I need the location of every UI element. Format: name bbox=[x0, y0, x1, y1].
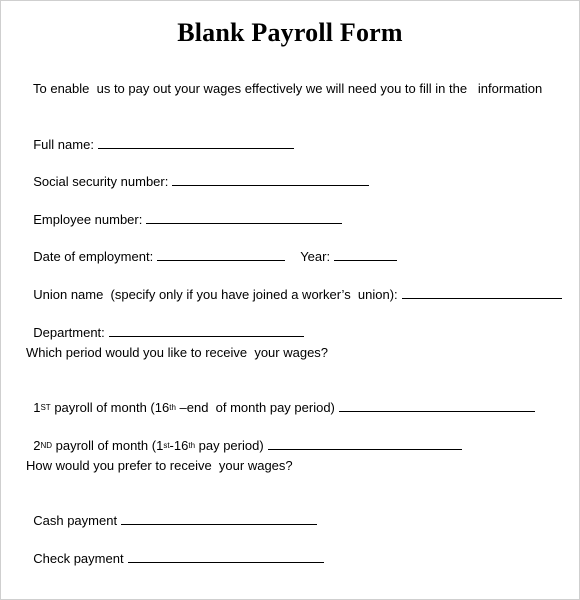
ssn-row bbox=[26, 157, 369, 190]
employee-number-field[interactable] bbox=[146, 211, 342, 224]
check-payment-field[interactable] bbox=[128, 550, 324, 563]
full-name-row bbox=[26, 120, 294, 153]
union-field[interactable] bbox=[402, 286, 562, 299]
union-row bbox=[26, 270, 562, 303]
year-label: Year: bbox=[300, 249, 331, 264]
period-question: Which period would you like to receive your wages? bbox=[26, 345, 329, 360]
option-second-payroll-row bbox=[26, 421, 462, 454]
cash-payment-row bbox=[26, 496, 317, 529]
date-of-employment-label: Date of employment: bbox=[33, 249, 154, 264]
option-second-payroll-label: 2ND payroll of month (1st-16th pay period) bbox=[33, 438, 264, 453]
ssn-label: Social security number: bbox=[33, 174, 169, 189]
option-first-payroll-field[interactable] bbox=[339, 399, 535, 412]
check-payment-label: Check payment bbox=[33, 551, 124, 566]
check-payment-row bbox=[26, 534, 324, 567]
department-row bbox=[26, 308, 304, 341]
employee-number-label: Employee number: bbox=[33, 212, 143, 227]
union-label: Union name (specify only if you have joined a worker’s union): bbox=[33, 287, 398, 302]
employee-number-row bbox=[26, 195, 342, 228]
department-field[interactable] bbox=[109, 324, 304, 337]
receive-question: How would you prefer to receive your wages? bbox=[26, 458, 293, 473]
cash-payment-label: Cash payment bbox=[33, 513, 118, 528]
date-of-employment-field[interactable] bbox=[157, 248, 285, 261]
intro-text: To enable us to pay out your wages effectively we will need you to fill in the information bbox=[33, 81, 543, 96]
year-field[interactable] bbox=[334, 248, 397, 261]
full-name-field[interactable] bbox=[98, 136, 294, 149]
ssn-field[interactable] bbox=[172, 173, 369, 186]
option-first-payroll-row bbox=[26, 383, 535, 416]
form-title: Blank Payroll Form bbox=[177, 18, 403, 47]
full-name-label: Full name: bbox=[33, 137, 94, 152]
cash-payment-field[interactable] bbox=[121, 512, 317, 525]
date-of-employment-row bbox=[26, 232, 397, 265]
option-second-payroll-field[interactable] bbox=[268, 437, 462, 450]
option-first-payroll-label: 1ST payroll of month (16th –end of month pay period) bbox=[33, 400, 335, 415]
department-label: Department: bbox=[33, 325, 105, 340]
